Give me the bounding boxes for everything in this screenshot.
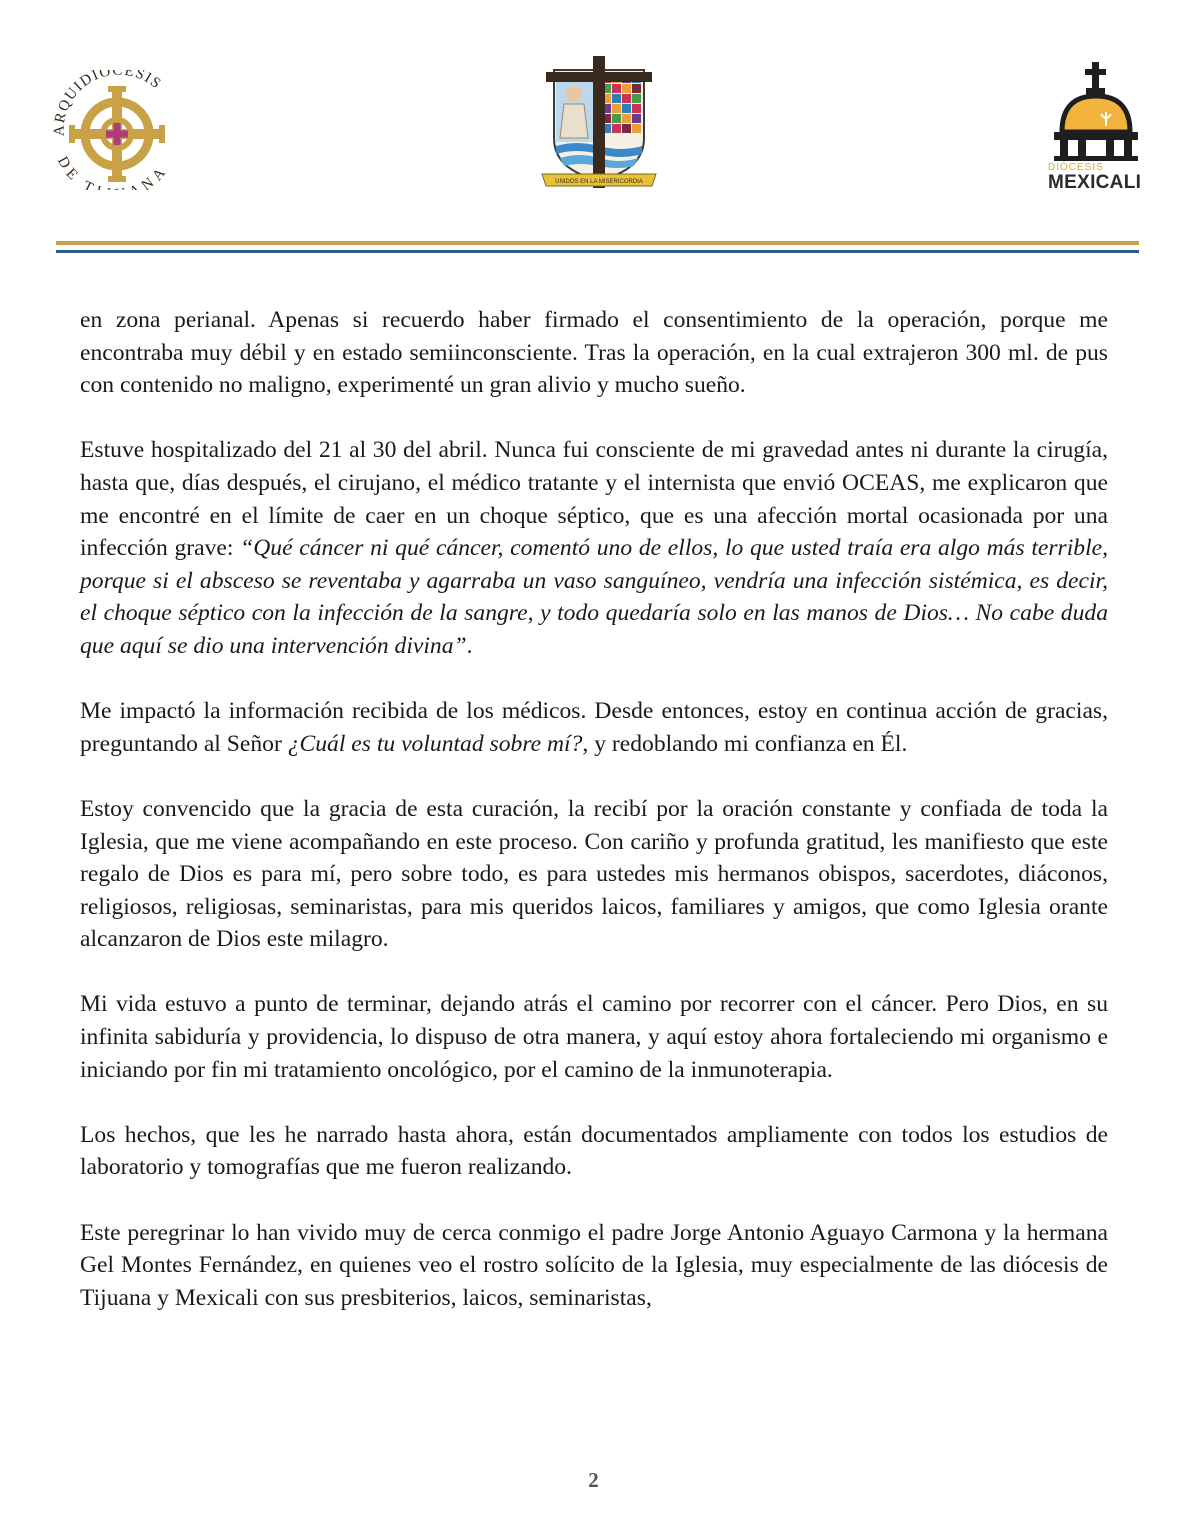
paragraph-3-text: Me impactó la información recibida de los médicos. Desde entonces, estoy en continua acción de gracias, preguntando al Señor	[80, 698, 1108, 757]
paragraph-7: Este peregrinar lo han vivido muy de cerca conmigo el padre Jorge Antonio Aguayo Carmona y la hermana Gel Montes Fernández, en quienes veo el rostro solícito de la Iglesia, muy especialmente de las diócesis de Tijuana y Mexicali con sus presbiterios, laicos, seminaristas,	[80, 1219, 1108, 1311]
archdiocese-tijuana-cross-icon	[50, 70, 185, 190]
logo-right-big-text: MEXICALI	[1048, 172, 1142, 193]
diocese-mexicali-logo	[1048, 58, 1144, 194]
paragraph-2	[80, 434, 1108, 662]
paragraph-3	[80, 695, 1108, 760]
letter-body	[80, 304, 1108, 1347]
header-rule-blue	[56, 250, 1139, 253]
paragraph-2-quote: “Qué cáncer ni qué cáncer, comentó uno de ellos, lo que usted traía era algo más terrible, porque si el absceso se reventaba y agarraba un vaso sanguíneo, vendría una infección sistémica, es decir, el choque séptico con la infección de la sangre, y todo quedaría solo en las manos de Dios… No cabe duda que aquí se dio una intervención divina”	[80, 535, 1108, 659]
paragraph-3-end: , y redoblando mi confianza en Él.	[582, 730, 908, 757]
letterhead	[0, 0, 1187, 260]
logo-left-top-text: ARQUIDIÓCESIS	[51, 70, 165, 137]
paragraph-5: Mi vida estuvo a punto de terminar, dejando atrás el camino por recorrer con el cáncer. Pero Dios, en su infinita sabiduría y providencia, lo dispuso de otra manera, y aquí estoy ahora fortaleciendo mi organismo e iniciando por fin mi tratamiento oncológico, por el camino de la inmunoterapia.	[80, 991, 1108, 1083]
coat-of-arms-logo	[540, 52, 658, 194]
logo-left-bottom-text: DE T NA	[54, 154, 172, 190]
paragraph-2-text: Estuve hospitalizado del 21 al 30 del abril. Nunca fui consciente de mi gravedad antes ni durante la cirugía, hasta que, días después, el cirujano, el médico tratante y el internista que envió OCEAS, me explicaron que me encontré en el límite de caer en un choque séptico, que es una afección mortal ocasionada por una infección grave:	[80, 437, 1108, 562]
archdiocese-tijuana-logo	[50, 70, 185, 190]
page-number: 2	[588, 1468, 599, 1492]
paragraph-2-end: .	[466, 632, 473, 659]
church-dome-icon	[1048, 58, 1144, 162]
header-rule-gold	[56, 241, 1139, 245]
paragraph-1: en zona perianal. Apenas si recuerdo haber firmado el consentimiento de la operación, porque me encontraba muy débil y en estado semiinconsciente. Tras la operación, en la cual extrajeron 300 ml. de pus con contenido no maligno, experimenté un gran alivio y mucho sueño.	[80, 307, 1108, 399]
coat-of-arms-icon	[540, 52, 658, 194]
paragraph-6: Los hechos, que les he narrado hasta ahora, están documentados ampliamente con todos los estudios de laboratorio y tomografías que me fueron realizando.	[80, 1121, 1108, 1181]
paragraph-3-quote: ¿Cuál es tu voluntad sobre mí?	[287, 730, 583, 757]
paragraph-4: Estoy convencido que la gracia de esta curación, la recibí por la oración constante y confiada de toda la Iglesia, que me viene acompañando en este proceso. Con cariño y profunda gratitud, les manifiesto que este regalo de Dios es para mí, pero sobre todo, es para ustedes mis hermanos obispos, sacerdotes, diáconos, religiosos, religiosas, seminaristas, para mis queridos laicos, familiares y amigos, que como Iglesia orante alcanzaron de Dios este milagro.	[80, 795, 1108, 953]
logo-center-ribbon-text: UNIDOS EN LA MISERICORDIA	[555, 179, 643, 185]
logo-right-small-text: DIÓCESIS	[1048, 162, 1104, 173]
